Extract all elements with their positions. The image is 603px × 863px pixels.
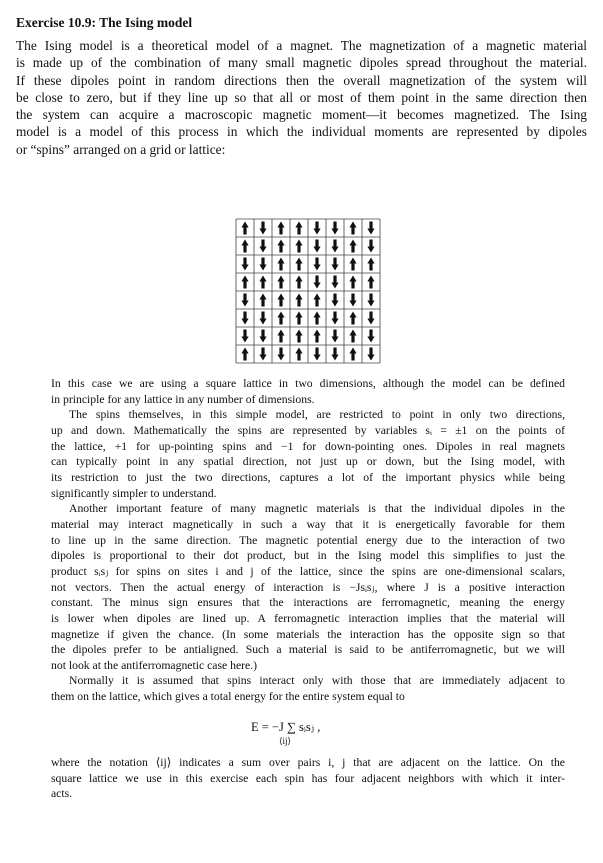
spin-up-arrow-icon — [295, 222, 302, 235]
spin-up-arrow-icon — [349, 330, 356, 343]
spin-up-arrow-icon — [241, 276, 248, 289]
spin-down-arrow-icon — [331, 258, 338, 271]
intro-line: be close to zero, but if they line up so that all or most of them point in the same direction then — [16, 89, 587, 105]
spin-down-arrow-icon — [331, 312, 338, 325]
text-line: square lattice we use in this exercise each spin has four adjacent neighbors with which it inter- — [51, 771, 565, 785]
spin-down-arrow-icon — [259, 222, 266, 235]
text-line: dipoles is proportional to their dot product, but in the Ising model this simplifies to just the — [51, 549, 565, 563]
text-line: Another important feature of many magnetic materials is that the individual dipoles in the — [69, 502, 565, 516]
text-line: them on the lattice, which gives a total energy for the entire system equal to — [51, 690, 405, 704]
text-line: significantly simpler to understand. — [51, 486, 217, 500]
text-line: product sᵢsⱼ for spins on sites i and j of the lattice, since the spins are one-dimensional scalars, — [51, 564, 565, 578]
spin-down-arrow-icon — [241, 294, 248, 307]
equation-main: E = −J ∑ sᵢsⱼ , — [251, 720, 321, 734]
spin-lattice-figure — [235, 218, 381, 364]
intro-line: is made up of the combination of many small magnetic dipoles spread throughout the material. — [16, 55, 587, 71]
spin-down-arrow-icon — [331, 330, 338, 343]
spin-down-arrow-icon — [367, 294, 374, 307]
spin-up-arrow-icon — [295, 294, 302, 307]
spin-down-arrow-icon — [331, 348, 338, 361]
spin-down-arrow-icon — [259, 240, 266, 253]
spin-down-arrow-icon — [259, 330, 266, 343]
spin-up-arrow-icon — [349, 348, 356, 361]
intro-line: The Ising model is a theoretical model of a magnet. The magnetization of a magnetic material — [16, 38, 587, 53]
spin-down-arrow-icon — [331, 222, 338, 235]
text-line: the dipoles prefer to be antialigned. Such a material is said to be antiferromagnetic, but we will — [51, 643, 565, 657]
spin-down-arrow-icon — [331, 294, 338, 307]
spin-down-arrow-icon — [367, 312, 374, 325]
spin-down-arrow-icon — [241, 330, 248, 343]
spin-up-arrow-icon — [277, 240, 284, 253]
spin-down-arrow-icon — [277, 348, 284, 361]
spin-down-arrow-icon — [259, 348, 266, 361]
spin-up-arrow-icon — [349, 258, 356, 271]
text-line: can typically point in any spatial direction, not just up or down, but the Ising model, with — [51, 455, 565, 469]
spin-up-arrow-icon — [349, 312, 356, 325]
spin-down-arrow-icon — [367, 348, 374, 361]
spin-down-arrow-icon — [241, 258, 248, 271]
text-line: constant. The minus sign ensures that the interactions are ferromagnetic, meaning the energy — [51, 596, 565, 610]
text-line: the lattice, +1 for up-pointing spins and −1 for down-pointing ones. Dipoles in real magnets — [51, 439, 565, 453]
spin-up-arrow-icon — [295, 348, 302, 361]
spin-up-arrow-icon — [295, 330, 302, 343]
spin-up-arrow-icon — [277, 330, 284, 343]
spin-down-arrow-icon — [313, 240, 320, 253]
spin-up-arrow-icon — [277, 276, 284, 289]
spin-down-arrow-icon — [331, 276, 338, 289]
spin-down-arrow-icon — [313, 222, 320, 235]
spin-down-arrow-icon — [367, 222, 374, 235]
intro-paragraph — [16, 37, 587, 158]
spin-up-arrow-icon — [349, 276, 356, 289]
spin-up-arrow-icon — [277, 312, 284, 325]
text-line: magnetize if given the chance. (In some materials the interaction has the opposite sign so that — [51, 627, 565, 641]
spin-up-arrow-icon — [295, 276, 302, 289]
text-line: where the notation ⟨ij⟩ indicates a sum over pairs i, j that are adjacent on the lattice. On the — [51, 756, 565, 769]
text-line: The spins themselves, in this simple model, are restricted to point in only two directions, — [69, 408, 565, 422]
spin-up-arrow-icon — [295, 240, 302, 253]
spin-up-arrow-icon — [277, 222, 284, 235]
spin-down-arrow-icon — [259, 312, 266, 325]
spin-up-arrow-icon — [367, 276, 374, 289]
text-line: acts. — [51, 787, 73, 801]
spin-up-arrow-icon — [313, 330, 320, 343]
spin-up-arrow-icon — [313, 294, 320, 307]
spin-up-arrow-icon — [295, 258, 302, 271]
spin-up-arrow-icon — [241, 348, 248, 361]
spin-down-arrow-icon — [313, 276, 320, 289]
spin-up-arrow-icon — [349, 222, 356, 235]
paragraph-notation — [51, 755, 565, 802]
text-line: its restriction to just the two directions, captures a lot of the important physics while being — [51, 470, 565, 484]
intro-line: If these dipoles point in random directions then the overall magnetization of the system will — [16, 72, 587, 88]
text-line: not look at the antiferromagnetic case here.) — [51, 658, 258, 672]
spin-down-arrow-icon — [313, 348, 320, 361]
energy-equation — [251, 719, 371, 753]
text-line: material may interact magnetically in such a way that it is energetically favorable for them — [51, 517, 565, 531]
intro-line: or “spins” arranged on a grid or lattice: — [16, 141, 226, 157]
spin-up-arrow-icon — [259, 276, 266, 289]
text-line: is lower when dipoles are lined up. A ferromagnetic interaction implies that the material will — [51, 611, 565, 625]
text-line: not vectors. Then the actual energy of interaction is −Jsᵢsⱼ, where J is a positive interaction — [51, 580, 565, 594]
spin-down-arrow-icon — [259, 258, 266, 271]
spin-down-arrow-icon — [367, 240, 374, 253]
spin-up-arrow-icon — [277, 294, 284, 307]
spin-up-arrow-icon — [367, 258, 374, 271]
text-line: Normally it is assumed that spins interact only with those that are immediately adjacent to — [69, 674, 565, 688]
spin-down-arrow-icon — [367, 330, 374, 343]
spin-up-arrow-icon — [295, 312, 302, 325]
spin-up-arrow-icon — [313, 312, 320, 325]
text-line: in principle for any lattice in any number of dimensions. — [51, 392, 315, 406]
spin-down-arrow-icon — [241, 312, 248, 325]
spin-up-arrow-icon — [259, 294, 266, 307]
intro-line: the system can acquire a macroscopic magnetic moment—it becomes magnetized. The Ising — [16, 107, 587, 123]
text-line: In this case we are using a square lattice in two dimensions, although the model can be defined — [51, 377, 565, 390]
spin-down-arrow-icon — [349, 294, 356, 307]
paragraph-lattice — [51, 376, 565, 705]
spin-up-arrow-icon — [349, 240, 356, 253]
spin-up-arrow-icon — [241, 240, 248, 253]
equation-sum-subscript: ⟨ij⟩ — [279, 736, 292, 746]
spin-down-arrow-icon — [331, 240, 338, 253]
text-line: up and down. Mathematically the spins are represented by variables sᵢ = ±1 on the points of — [51, 423, 565, 437]
spin-up-arrow-icon — [277, 258, 284, 271]
exercise-title: Exercise 10.9: The Ising model — [16, 15, 193, 30]
intro-line: model is a model of this process in which the individual moments are represented by dipoles — [16, 124, 587, 140]
text-line: to line up in the same direction. The magnetic potential energy due to the interaction of two — [51, 533, 565, 547]
spin-down-arrow-icon — [313, 258, 320, 271]
spin-up-arrow-icon — [241, 222, 248, 235]
